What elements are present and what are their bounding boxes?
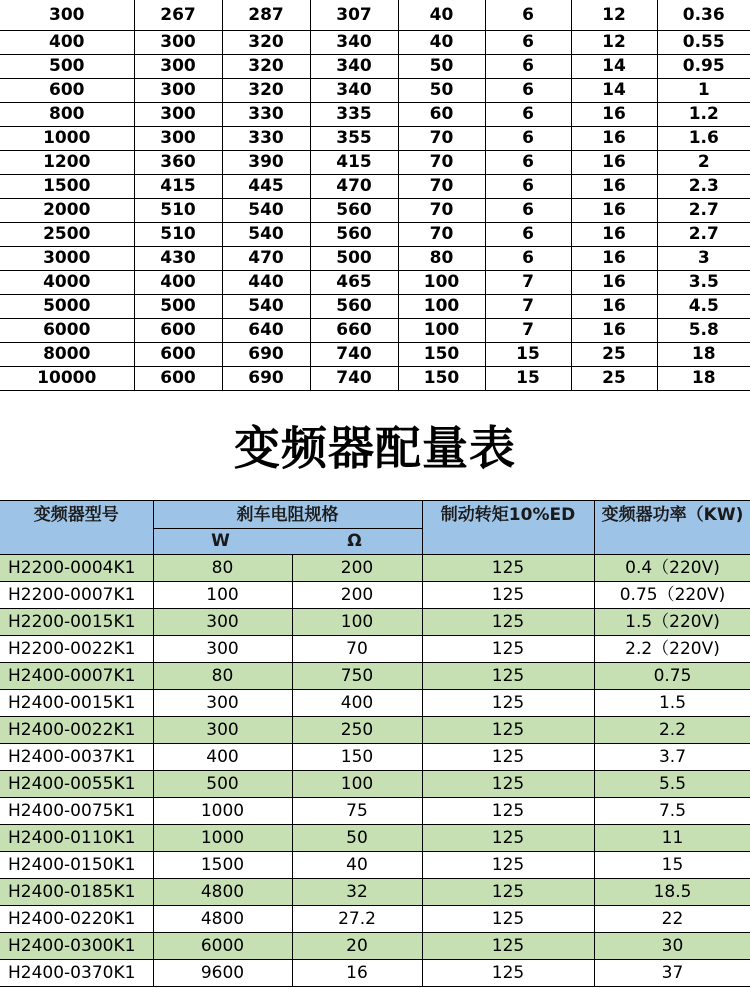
resistor-watt-cell: 300 bbox=[153, 717, 292, 744]
table-cell: 560 bbox=[310, 295, 398, 319]
table-cell: 4000 bbox=[0, 271, 134, 295]
header-torque: 制动转矩10%ED bbox=[422, 501, 594, 555]
table-cell: 0.95 bbox=[657, 55, 750, 79]
resistor-ohm-cell: 250 bbox=[292, 717, 422, 744]
torque-cell: 125 bbox=[422, 933, 594, 960]
torque-cell: 125 bbox=[422, 825, 594, 852]
model-cell: H2200-0015K1 bbox=[0, 609, 153, 636]
table-cell: 14 bbox=[571, 55, 657, 79]
table-cell: 6 bbox=[485, 127, 571, 151]
table-cell: 540 bbox=[222, 199, 310, 223]
table-row bbox=[0, 0, 750, 31]
table-cell: 5.8 bbox=[657, 319, 750, 343]
table-cell: 8000 bbox=[0, 343, 134, 367]
table-row bbox=[0, 663, 750, 690]
inverter-config-table bbox=[0, 500, 750, 987]
table-cell: 12 bbox=[571, 31, 657, 55]
resistor-ohm-cell: 40 bbox=[292, 852, 422, 879]
resistor-watt-cell: 6000 bbox=[153, 933, 292, 960]
table-cell: 320 bbox=[222, 31, 310, 55]
table-cell: 7 bbox=[485, 319, 571, 343]
table-cell: 300 bbox=[134, 127, 222, 151]
table-cell: 7 bbox=[485, 295, 571, 319]
page-title: 变频器配量表 bbox=[234, 421, 516, 475]
table-row bbox=[0, 367, 750, 391]
table-cell: 16 bbox=[571, 247, 657, 271]
table-cell: 6 bbox=[485, 247, 571, 271]
table-cell: 6 bbox=[485, 223, 571, 247]
table-cell: 3 bbox=[657, 247, 750, 271]
table-row bbox=[0, 247, 750, 271]
table-row bbox=[0, 609, 750, 636]
table-cell: 540 bbox=[222, 223, 310, 247]
table-cell: 150 bbox=[398, 343, 485, 367]
table-cell: 70 bbox=[398, 175, 485, 199]
table-cell: 415 bbox=[134, 175, 222, 199]
table-cell: 12 bbox=[571, 0, 657, 31]
table-cell: 690 bbox=[222, 343, 310, 367]
table-cell: 287 bbox=[222, 0, 310, 31]
table-cell: 800 bbox=[0, 103, 134, 127]
power-cell: 3.7 bbox=[594, 744, 750, 771]
model-cell: H2400-0185K1 bbox=[0, 879, 153, 906]
table-cell: 100 bbox=[398, 319, 485, 343]
resistor-watt-cell: 9600 bbox=[153, 960, 292, 987]
table-row bbox=[0, 798, 750, 825]
table-row bbox=[0, 960, 750, 987]
table-cell: 440 bbox=[222, 271, 310, 295]
config-table-header bbox=[0, 501, 750, 555]
table-cell: 3000 bbox=[0, 247, 134, 271]
table-cell: 15 bbox=[485, 343, 571, 367]
table-row bbox=[0, 31, 750, 55]
table-row bbox=[0, 582, 750, 609]
resistor-ohm-cell: 50 bbox=[292, 825, 422, 852]
table-row bbox=[0, 771, 750, 798]
model-cell: H2400-0110K1 bbox=[0, 825, 153, 852]
table-cell: 70 bbox=[398, 127, 485, 151]
header-resistor-spec: 刹车电阻规格 bbox=[153, 501, 422, 529]
model-cell: H2400-0220K1 bbox=[0, 906, 153, 933]
table-cell: 100 bbox=[398, 271, 485, 295]
resistor-ohm-cell: 32 bbox=[292, 879, 422, 906]
table-row bbox=[0, 555, 750, 582]
torque-cell: 125 bbox=[422, 582, 594, 609]
power-cell: 0.4（220V) bbox=[594, 555, 750, 582]
resistor-ohm-cell: 200 bbox=[292, 555, 422, 582]
resistor-watt-cell: 300 bbox=[153, 609, 292, 636]
table-cell: 445 bbox=[222, 175, 310, 199]
power-cell: 0.75 bbox=[594, 663, 750, 690]
torque-cell: 125 bbox=[422, 879, 594, 906]
resistor-ohm-cell: 150 bbox=[292, 744, 422, 771]
table-cell: 16 bbox=[571, 271, 657, 295]
table-cell: 6 bbox=[485, 31, 571, 55]
table-cell: 70 bbox=[398, 199, 485, 223]
model-cell: H2400-0300K1 bbox=[0, 933, 153, 960]
table-cell: 15 bbox=[485, 367, 571, 391]
table-cell: 500 bbox=[0, 55, 134, 79]
header-unit-w: W bbox=[211, 531, 230, 551]
table-row bbox=[0, 744, 750, 771]
dimension-table-body bbox=[0, 0, 750, 391]
resistor-ohm-cell: 27.2 bbox=[292, 906, 422, 933]
table-cell: 320 bbox=[222, 79, 310, 103]
table-cell: 50 bbox=[398, 55, 485, 79]
table-cell: 2.3 bbox=[657, 175, 750, 199]
table-cell: 340 bbox=[310, 79, 398, 103]
table-row bbox=[0, 55, 750, 79]
table-cell: 500 bbox=[134, 295, 222, 319]
table-cell: 50 bbox=[398, 79, 485, 103]
table-cell: 1000 bbox=[0, 127, 134, 151]
resistor-watt-cell: 80 bbox=[153, 555, 292, 582]
table-row bbox=[0, 151, 750, 175]
table-row bbox=[0, 906, 750, 933]
resistor-ohm-cell: 750 bbox=[292, 663, 422, 690]
table-row bbox=[0, 199, 750, 223]
table-cell: 355 bbox=[310, 127, 398, 151]
table-cell: 40 bbox=[398, 0, 485, 31]
torque-cell: 125 bbox=[422, 744, 594, 771]
table-cell: 330 bbox=[222, 103, 310, 127]
table-cell: 470 bbox=[222, 247, 310, 271]
table-cell: 330 bbox=[222, 127, 310, 151]
table-cell: 70 bbox=[398, 223, 485, 247]
table-row bbox=[0, 879, 750, 906]
table-cell: 16 bbox=[571, 103, 657, 127]
table-row bbox=[0, 295, 750, 319]
table-cell: 600 bbox=[134, 343, 222, 367]
header-units bbox=[153, 529, 422, 555]
table-row bbox=[0, 103, 750, 127]
table-cell: 690 bbox=[222, 367, 310, 391]
table-cell: 465 bbox=[310, 271, 398, 295]
table-cell: 335 bbox=[310, 103, 398, 127]
resistor-watt-cell: 4800 bbox=[153, 906, 292, 933]
table-cell: 5000 bbox=[0, 295, 134, 319]
header-model: 变频器型号 bbox=[0, 501, 153, 555]
table-cell: 3.5 bbox=[657, 271, 750, 295]
table-cell: 300 bbox=[0, 0, 134, 31]
table-row bbox=[0, 690, 750, 717]
resistor-watt-cell: 80 bbox=[153, 663, 292, 690]
torque-cell: 125 bbox=[422, 609, 594, 636]
resistor-ohm-cell: 20 bbox=[292, 933, 422, 960]
torque-cell: 125 bbox=[422, 852, 594, 879]
model-cell: H2400-0370K1 bbox=[0, 960, 153, 987]
table-cell: 400 bbox=[134, 271, 222, 295]
resistor-ohm-cell: 100 bbox=[292, 609, 422, 636]
model-cell: H2200-0004K1 bbox=[0, 555, 153, 582]
resistor-ohm-cell: 100 bbox=[292, 771, 422, 798]
table-row bbox=[0, 319, 750, 343]
table-cell: 307 bbox=[310, 0, 398, 31]
table-row bbox=[0, 223, 750, 247]
table-cell: 300 bbox=[134, 103, 222, 127]
table-row bbox=[0, 79, 750, 103]
power-cell: 7.5 bbox=[594, 798, 750, 825]
power-cell: 22 bbox=[594, 906, 750, 933]
torque-cell: 125 bbox=[422, 555, 594, 582]
table-cell: 660 bbox=[310, 319, 398, 343]
table-cell: 4.5 bbox=[657, 295, 750, 319]
table-row bbox=[0, 175, 750, 199]
table-row bbox=[0, 271, 750, 295]
table-cell: 16 bbox=[571, 127, 657, 151]
table-cell: 6 bbox=[485, 103, 571, 127]
torque-cell: 125 bbox=[422, 636, 594, 663]
table-cell: 740 bbox=[310, 367, 398, 391]
torque-cell: 125 bbox=[422, 663, 594, 690]
header-power: 变频器功率（KW) bbox=[594, 501, 750, 555]
table-cell: 70 bbox=[398, 151, 485, 175]
model-cell: H2400-0015K1 bbox=[0, 690, 153, 717]
model-cell: H2200-0022K1 bbox=[0, 636, 153, 663]
table-cell: 6 bbox=[485, 0, 571, 31]
resistor-watt-cell: 300 bbox=[153, 690, 292, 717]
resistor-watt-cell: 100 bbox=[153, 582, 292, 609]
table-cell: 600 bbox=[0, 79, 134, 103]
table-cell: 18 bbox=[657, 343, 750, 367]
table-cell: 400 bbox=[0, 31, 134, 55]
resistor-watt-cell: 300 bbox=[153, 636, 292, 663]
table-cell: 340 bbox=[310, 31, 398, 55]
table-cell: 25 bbox=[571, 343, 657, 367]
model-cell: H2400-0022K1 bbox=[0, 717, 153, 744]
table-cell: 300 bbox=[134, 55, 222, 79]
table-cell: 0.55 bbox=[657, 31, 750, 55]
table-row bbox=[0, 717, 750, 744]
table-cell: 430 bbox=[134, 247, 222, 271]
table-cell: 25 bbox=[571, 367, 657, 391]
table-cell: 390 bbox=[222, 151, 310, 175]
model-cell: H2400-0150K1 bbox=[0, 852, 153, 879]
power-cell: 11 bbox=[594, 825, 750, 852]
table-cell: 600 bbox=[134, 367, 222, 391]
table-cell: 1500 bbox=[0, 175, 134, 199]
table-cell: 300 bbox=[134, 31, 222, 55]
header-unit-ohm: Ω bbox=[347, 531, 362, 551]
resistor-watt-cell: 1000 bbox=[153, 825, 292, 852]
table-cell: 6 bbox=[485, 175, 571, 199]
resistor-watt-cell: 400 bbox=[153, 744, 292, 771]
table-cell: 510 bbox=[134, 199, 222, 223]
table-cell: 6 bbox=[485, 151, 571, 175]
model-cell: H2400-0037K1 bbox=[0, 744, 153, 771]
table-cell: 16 bbox=[571, 151, 657, 175]
resistor-watt-cell: 1000 bbox=[153, 798, 292, 825]
model-cell: H2400-0055K1 bbox=[0, 771, 153, 798]
power-cell: 1.5（220V) bbox=[594, 609, 750, 636]
resistor-ohm-cell: 200 bbox=[292, 582, 422, 609]
config-table-body bbox=[0, 555, 750, 987]
resistor-ohm-cell: 16 bbox=[292, 960, 422, 987]
table-cell: 640 bbox=[222, 319, 310, 343]
table-cell: 18 bbox=[657, 367, 750, 391]
table-cell: 16 bbox=[571, 199, 657, 223]
table-cell: 40 bbox=[398, 31, 485, 55]
torque-cell: 125 bbox=[422, 717, 594, 744]
table-cell: 415 bbox=[310, 151, 398, 175]
table-cell: 16 bbox=[571, 319, 657, 343]
table-cell: 600 bbox=[134, 319, 222, 343]
table-cell: 320 bbox=[222, 55, 310, 79]
table-cell: 740 bbox=[310, 343, 398, 367]
table-cell: 1.2 bbox=[657, 103, 750, 127]
table-cell: 60 bbox=[398, 103, 485, 127]
power-cell: 0.75（220V) bbox=[594, 582, 750, 609]
table-cell: 267 bbox=[134, 0, 222, 31]
table-cell: 0.36 bbox=[657, 0, 750, 31]
resistor-watt-cell: 1500 bbox=[153, 852, 292, 879]
table-cell: 14 bbox=[571, 79, 657, 103]
table-cell: 1.6 bbox=[657, 127, 750, 151]
resistor-ohm-cell: 70 bbox=[292, 636, 422, 663]
torque-cell: 125 bbox=[422, 690, 594, 717]
table-row bbox=[0, 127, 750, 151]
table-cell: 100 bbox=[398, 295, 485, 319]
power-cell: 2.2（220V) bbox=[594, 636, 750, 663]
table-cell: 510 bbox=[134, 223, 222, 247]
table-cell: 340 bbox=[310, 55, 398, 79]
table-row bbox=[0, 825, 750, 852]
table-cell: 2500 bbox=[0, 223, 134, 247]
dimension-table bbox=[0, 0, 750, 391]
power-cell: 30 bbox=[594, 933, 750, 960]
table-cell: 500 bbox=[310, 247, 398, 271]
torque-cell: 125 bbox=[422, 906, 594, 933]
table-cell: 2.7 bbox=[657, 223, 750, 247]
table-cell: 16 bbox=[571, 223, 657, 247]
torque-cell: 125 bbox=[422, 798, 594, 825]
table-cell: 300 bbox=[134, 79, 222, 103]
table-cell: 10000 bbox=[0, 367, 134, 391]
table-cell: 1200 bbox=[0, 151, 134, 175]
table-cell: 1 bbox=[657, 79, 750, 103]
table-cell: 6 bbox=[485, 55, 571, 79]
table-row bbox=[0, 343, 750, 367]
table-cell: 6 bbox=[485, 79, 571, 103]
resistor-ohm-cell: 400 bbox=[292, 690, 422, 717]
table-cell: 2 bbox=[657, 151, 750, 175]
resistor-ohm-cell: 75 bbox=[292, 798, 422, 825]
model-cell: H2400-0075K1 bbox=[0, 798, 153, 825]
table-cell: 540 bbox=[222, 295, 310, 319]
torque-cell: 125 bbox=[422, 960, 594, 987]
table-cell: 2000 bbox=[0, 199, 134, 223]
table-cell: 6000 bbox=[0, 319, 134, 343]
model-cell: H2200-0007K1 bbox=[0, 582, 153, 609]
torque-cell: 125 bbox=[422, 771, 594, 798]
power-cell: 18.5 bbox=[594, 879, 750, 906]
power-cell: 37 bbox=[594, 960, 750, 987]
table-cell: 7 bbox=[485, 271, 571, 295]
power-cell: 1.5 bbox=[594, 690, 750, 717]
table-cell: 560 bbox=[310, 199, 398, 223]
table-row bbox=[0, 852, 750, 879]
table-cell: 470 bbox=[310, 175, 398, 199]
table-cell: 6 bbox=[485, 199, 571, 223]
table-row bbox=[0, 933, 750, 960]
table-cell: 150 bbox=[398, 367, 485, 391]
power-cell: 2.2 bbox=[594, 717, 750, 744]
resistor-watt-cell: 4800 bbox=[153, 879, 292, 906]
power-cell: 5.5 bbox=[594, 771, 750, 798]
resistor-watt-cell: 500 bbox=[153, 771, 292, 798]
power-cell: 15 bbox=[594, 852, 750, 879]
table-cell: 80 bbox=[398, 247, 485, 271]
table-row bbox=[0, 636, 750, 663]
model-cell: H2400-0007K1 bbox=[0, 663, 153, 690]
table-cell: 2.7 bbox=[657, 199, 750, 223]
table-cell: 16 bbox=[571, 295, 657, 319]
table-cell: 560 bbox=[310, 223, 398, 247]
table-cell: 360 bbox=[134, 151, 222, 175]
table-cell: 16 bbox=[571, 175, 657, 199]
